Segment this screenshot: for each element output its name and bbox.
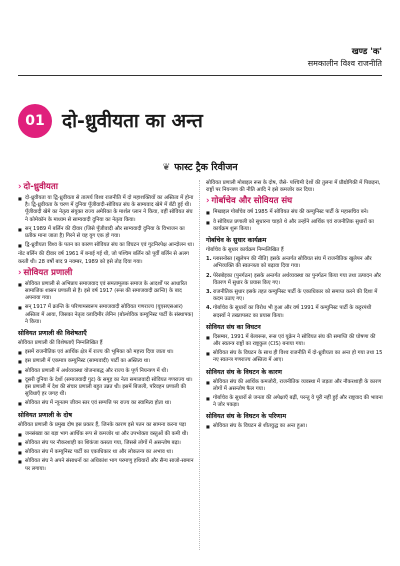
paragraph: सोवियत प्रणाली के प्रमुख दोष इस प्रकार हैं, जिनके कारण इसे पतन का सामना करना पड़ा [18,421,186,428]
section-heading [18,182,196,193]
section-label: खण्ड 'क' [351,47,382,57]
list-item: ■ दो-ध्रुवीयता या द्वि-ध्रुवीयता से तात्पर्य विश्व राजनीति में दो महाशक्तियों का अस्तित्व में होना है। द्वि-ध्रुवीयता के चरण में दुनिया पूँजीवादी-सोवियत संघ के साम्यवाद खेमे में बँटी हुई थी। पूँजीवादी खेमे का नेतृत्व संयुक्त राज्य अमेरिका के मार्शल प्लान ने किया, वहीं सोवियत संघ ने कोमेकॉन के माध्यम से साम्यवादी दुनिया का नेतृत्व किया। [18,195,196,224]
paragraph: सोवियत प्रणाली मोबाइल रूस के दोष, जैसे- पश्चिमी देशों की तुलना में प्रौद्योगिकी में पिछड़ना, राष्ट्रों पर नियन्त्रण की नीति आदि ने इसे कमजोर कर दिया। [206,180,381,194]
list-item [206,273,384,287]
item-number: 2. [206,272,212,279]
list-item: ■ गोर्बाचेव के सुधारों से जनता की अपेक्षाएँ बढ़ीं, परन्तु वे पूरी नहीं हुईं और राष्ट्रवाद की भावना ने जोर पकड़ा। [206,395,384,409]
chapter-title: दो-ध्रुवीयता का अन्त [62,110,203,132]
heading-marker-icon: › [206,196,210,207]
item-number: 3. [206,289,212,296]
list-item: ■ मिखाइल गोर्बाचेव वर्ष 1985 में सोवियत संघ की कम्युनिस्ट पार्टी के महासचिव बने। [206,209,384,216]
list-item: ■ वे सोवियत प्रणाली को सुधारना चाहते थे और उन्होंने आर्थिक एवं राजनीतिक सुधारों का कार्यक्रम शुरू किया। [206,219,384,233]
bullet-list [18,281,196,326]
bullet-list [206,334,384,365]
note-text: नोट बर्लिन की दीवार वर्ष 1961 में बनाई गई थी, जो पश्चिम बर्लिन को पूर्वी बर्लिन से अलग करती थी। 28 वर्षों बाद 9 नवम्बर, 1989 को इसे तोड़ दिया गया। [18,251,189,265]
list-item: ■ सोवियत प्रणाली से अभिप्राय समाजवाद एवं समतामूलक समाज के आदर्शों पर आधारित सामाजिक शासन प्रणाली से है। इसे वर्ष 1917 (रूस की समाजवादी क्रान्ति) के बाद अपनाया गया। [18,281,196,303]
list-item: ■ द्वि-ध्रुवीयता विश्व के पतन का कारण सोवियत संघ का विघटन एवं गुटनिरपेक्ष आन्दोलन था। [18,242,196,249]
numbered-list [206,256,384,320]
list-item: ■ सोवियत प्रणाली में अर्थव्यवस्था योजनाबद्ध और राज्य के पूर्ण नियन्त्रण में थी। [18,368,196,375]
decorative-flourish-icon: ❦ [162,162,171,173]
chapter-heading [18,104,203,138]
list-item: ■ सन् 1917 में क्रान्ति के परिणामस्वरूप समाजवादी सोवियत गणराज्य (यूएसएसआर) अस्तित्व में आया, जिसका नेतृत्व व्लादिमीर लेनिन (बोल्शेविक कम्युनिस्ट पार्टी के संस्थापक) ने किया। [18,304,196,326]
right-column [206,180,384,433]
subheading: सोवियत प्रणाली के दोष [18,411,72,419]
list-item: ■ सोवियत संघ पर नौकरशाही का शिकंजा कसता गया, जिससे लोगों में असन्तोष बढ़ा। [18,440,196,447]
column-divider [199,180,200,550]
chapter-number-badge: 01 [18,104,52,138]
bullet-list [206,379,384,410]
list-item: ■ दिसम्बर, 1991 में बेलारूस, रूस एवं यूक्रेन ने सोवियत संघ की समाप्ति की घोषणा की और स्वतन्त्र राष्ट्रों का राष्ट्रकुल (CIS) बनाया गया। [206,334,384,348]
bullet-list [18,431,196,473]
bullet-list [18,195,196,249]
header-divider [18,75,382,76]
heading-marker-icon: › [18,182,22,192]
subheading: गोर्बाचेव के सुधार कार्यक्रम [206,237,267,245]
list-item [206,305,384,319]
list-item: ■ सोवियत संघ की आर्थिक कमजोरी, राजनीतिक व्यवस्था में जड़ता और नौकरशाही के कारण लोगों में असन्तोष फैल गया। [206,379,384,393]
list-item: ■ दूसरी दुनिया के देशों (समाजवादी गुट) के समूह का नेता समाजवादी सोवियत गणराज्य था। इस प्रणाली में देश की संचार प्रणाली बहुत उन्नत थी। इसमें बिजली, परिवहन प्रणाली की सुविधाएँ हर जगह थीं। [18,377,196,399]
item-text: गोर्बाचेव के सुधारों का विरोध भी हुआ और वर्ष 1991 में कम्युनिस्ट पार्टी के कट्टरपंथी सदस्यों ने तख्तापलट का प्रयास किया। [213,305,372,319]
list-item [206,256,384,270]
list-item: ■ सोवियत संघ के विघटन से शीतयुद्ध का अन्त हुआ। [206,423,384,430]
list-item: ■ जनसंख्या का बड़ा भाग आर्थिक रूप से कमजोर था और उपभोक्ता वस्तुओं की कमी थी। [18,431,196,438]
list-item: ■ सन् 1989 में बर्लिन की दीवार (जिसे पूँजीवादी और साम्यवादी दुनिया के विभाजन का प्रतीक माना जाता है) गिरने से यह युग एक हो गया। [18,226,196,240]
list-item: ■ इस प्रणाली में एकमात्र कम्युनिस्ट (साम्यवादी) पार्टी का अस्तित्व था। [18,358,196,365]
list-item: ■ सोवियत संघ के विघटन के साथ ही विश्व राजनीति में दो-ध्रुवीयता का अन्त हो गया तथा 15 नए स्वतन्त्र गणराज्य अस्तित्व में आए। [206,350,384,364]
section-heading [206,196,384,207]
list-item: ■ सोवियत संघ में न्यूनतम जीवन स्तर एवं सम्पत्ति पर राज्य का स्वामित्व होता था। [18,400,196,407]
subheading: सोवियत प्रणाली की विशेषताएँ [18,330,87,338]
item-number: 4. [206,305,212,312]
fast-track-label: फास्ट ट्रैक रिवीजन [174,162,238,173]
list-item: ■ इसमें राजनीतिक एवं आर्थिक क्षेत्र में राज्य की भूमिका को महत्त्व दिया जाता था। [18,349,196,356]
paragraph: सोवियत प्रणाली की विशेषताएँ निम्नलिखित हैं [18,340,103,347]
list-item: ■ सोवियत संघ ने अपने संसाधनों का अधिकांश भाग परमाणु हथियारों और सैन्य साजो-सामान पर लगाया। [18,458,196,472]
subheading: सोवियत संघ का विघटन [206,323,261,331]
bullet-list [206,209,384,233]
section-heading-text: सोवियत प्रणाली [23,267,73,278]
heading-marker-icon: › [18,267,22,278]
item-text: राजनीतिक सुधार इसके तहत कम्युनिस्ट पार्टी के एकाधिकार को समाप्त करने की दिशा में कदम उठाए गए। [213,289,378,303]
fast-track-heading [0,160,400,173]
bullet-list [206,423,384,430]
item-text: पेरेस्त्रोइका (पुनर्गठन) इसके अन्तर्गत अर्थव्यवस्था का पुनर्गठन किया गया तथा उत्पादन और वितरण में सुधार के प्रयास किए गए। [213,272,381,286]
list-item: ■ सोवियत संघ में कम्युनिस्ट पार्टी का एकाधिकार था और लोकतन्त्र का अभाव था। [18,449,196,456]
left-column [18,180,196,475]
subheading: सोवियत संघ के विघटन के कारण [206,368,282,376]
bullet-list [18,349,196,407]
item-text: ग्लासनोस्त (खुलेपन की नीति) इसके अन्तर्गत सोवियत संघ में राजनीतिक खुलेपन और अभिव्यक्ति की स्वतन्त्रता को बढ़ावा दिया गया। [213,256,372,270]
item-number: 1. [206,256,212,263]
section-subtitle: समकालीन विश्व राजनीति [307,59,382,68]
page-header [308,47,382,69]
list-item [206,289,384,303]
section-heading-text: दो-ध्रुवीयता [23,182,58,192]
subheading: सोवियत संघ के विघटन के परिणाम [206,413,287,421]
paragraph: गोर्बाचेव के सुधार कार्यक्रम निम्नलिखित हैं [206,247,284,254]
section-heading [18,268,196,279]
section-heading-text: गोर्बाचेव और सोवियत संघ [211,196,293,207]
